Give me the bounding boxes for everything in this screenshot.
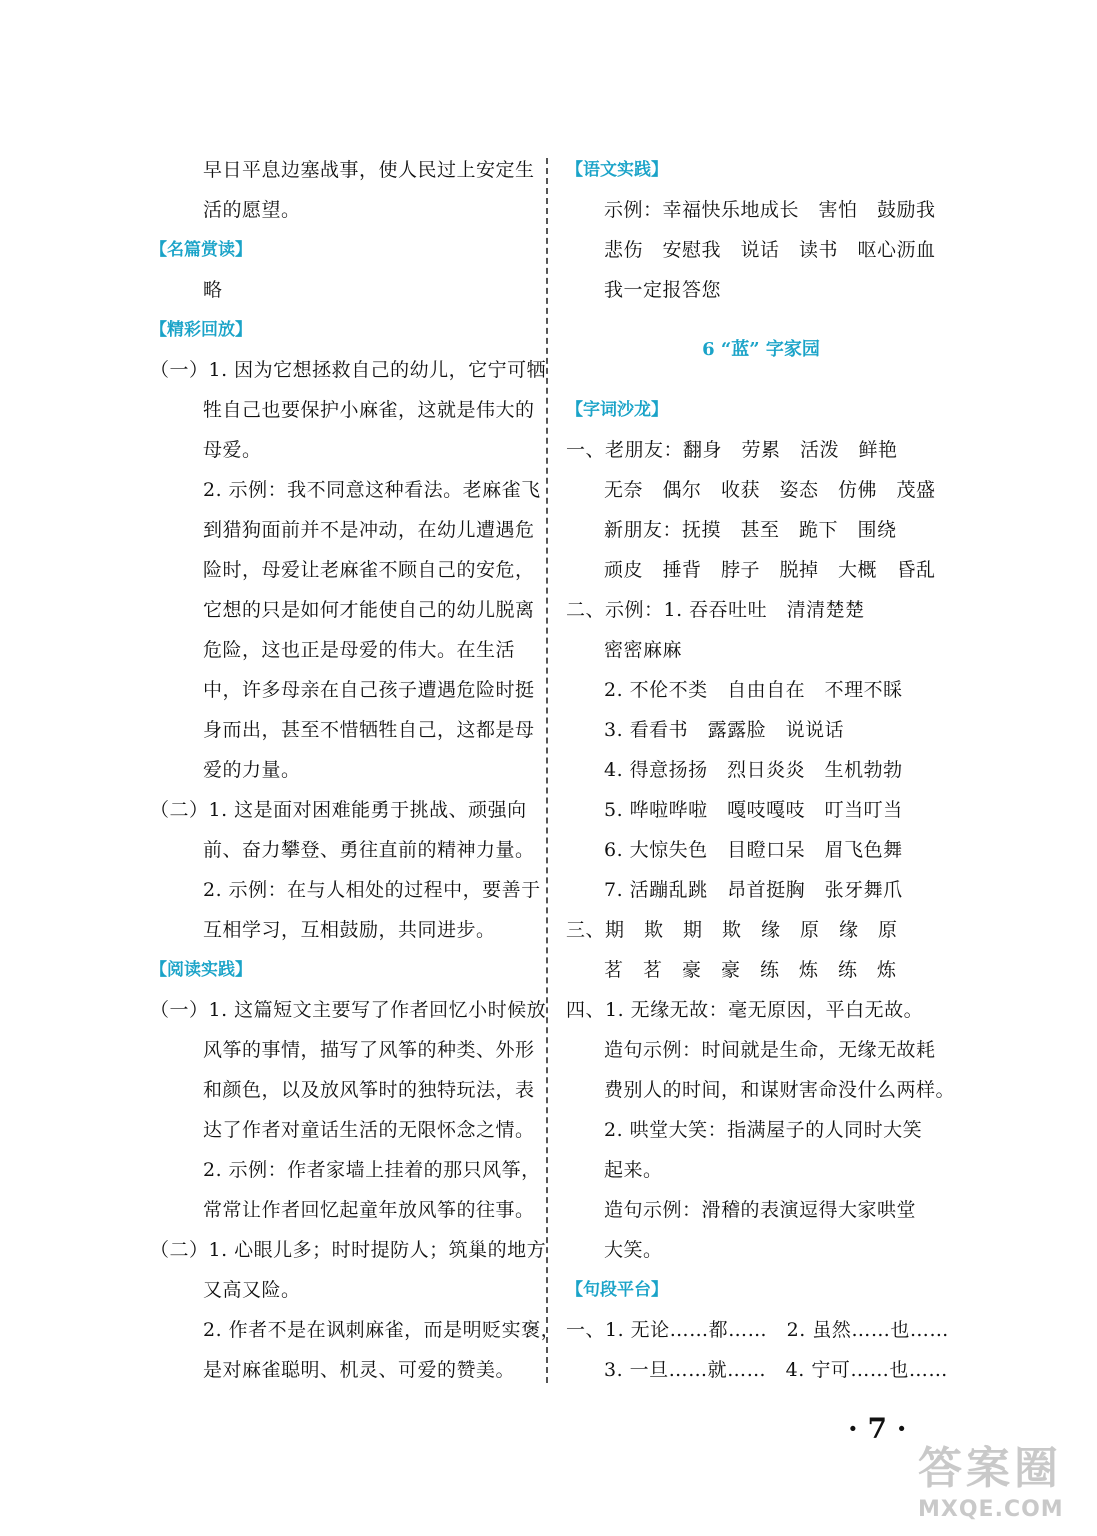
answer-line: 2. 哄堂大笑：指满屋子的人同时大笑 [604, 1119, 923, 1141]
answer-line: 7. 活蹦乱跳 昂首挺胸 张牙舞爪 [604, 879, 903, 901]
answer-line: 早日平息边塞战事，使人民过上安定生 [203, 159, 535, 181]
answer-line: 活的愿望。 [203, 199, 301, 221]
answer-line: 茗 茗 豪 豪 练 炼 练 炼 [604, 959, 897, 981]
column-divider [546, 158, 548, 1383]
answer-line: （一）1. 因为它想拯救自己的幼儿，它宁可牺 [150, 359, 547, 381]
column-right [566, 150, 956, 1390]
answer-line: 起来。 [604, 1159, 663, 1181]
answer-line: 顽皮 捶背 脖子 脱掉 大概 昏乱 [604, 559, 936, 581]
answer-line: （一）1. 这篇短文主要写了作者回忆小时候放 [150, 999, 547, 1021]
answer-line: 2. 不伦不类 自由自在 不理不睬 [604, 679, 903, 701]
answer-line: 身而出，甚至不惜牺牲自己，这都是母 [203, 719, 535, 741]
answer-line: 二、示例：1. 吞吞吐吐 清清楚楚 [566, 599, 865, 621]
answer-line: 四、1. 无缘无故：毫无原因，平白无故。 [566, 999, 924, 1021]
answer-line: 6. 大惊失色 目瞪口呆 眉飞色舞 [604, 839, 903, 861]
answer-line: 造句示例：时间就是生命，无缘无故耗 [604, 1039, 936, 1061]
answer-line: 一、1. 无论……都…… 2. 虽然……也…… [566, 1319, 949, 1341]
section-header: 【精彩回放】 [150, 320, 252, 340]
answer-line: 达了作者对童话生活的无限怀念之情。 [203, 1119, 535, 1141]
answer-line: 牲自己也要保护小麻雀，这就是伟大的 [203, 399, 535, 421]
answer-line: 无奈 偶尔 收获 姿态 仿佛 茂盛 [604, 479, 936, 501]
answer-line: 3. 一旦……就…… 4. 宁可……也…… [604, 1359, 948, 1381]
answer-line: 费别人的时间，和谋财害命没什么两样。 [604, 1079, 956, 1101]
answer-line: 2. 示例：我不同意这种看法。老麻雀飞 [203, 479, 541, 501]
answer-line: 我一定报答您 [604, 279, 722, 301]
watermark-text: 答案圈 [918, 1443, 1062, 1494]
answer-line: 母爱。 [203, 439, 262, 461]
answer-line: 2. 示例：在与人相处的过程中，要善于 [203, 879, 541, 901]
section-header: 【阅读实践】 [150, 960, 252, 980]
section-header: 【名篇赏读】 [150, 240, 252, 260]
answer-line: （二）1. 心眼儿多；时时提防人；筑巢的地方 [150, 1239, 547, 1261]
answer-line: 和颜色，以及放风筝时的独特玩法，表 [203, 1079, 535, 1101]
answer-line: 三、期 欺 期 欺 缘 原 缘 原 [566, 919, 898, 941]
answer-line: 中，许多母亲在自己孩子遭遇危险时挺 [203, 679, 535, 701]
answer-line: 新朋友：抚摸 甚至 跪下 围绕 [604, 519, 897, 541]
column-left [150, 150, 561, 1390]
answer-line: 悲伤 安慰我 说话 读书 呕心沥血 [604, 239, 936, 261]
answer-line: 4. 得意扬扬 烈日炎炎 生机勃勃 [604, 759, 903, 781]
section-header: 【句段平台】 [566, 1280, 668, 1300]
answer-line: 3. 看看书 露露脸 说说话 [604, 719, 845, 741]
answer-line: 2. 作者不是在讽刺麻雀，而是明贬实褒， [203, 1319, 561, 1341]
answer-line: 示例：幸福快乐地成长 害怕 鼓励我 [604, 199, 936, 221]
answer-line: 互相学习，互相鼓励，共同进步。 [203, 919, 496, 941]
answer-line: 常常让作者回忆起童年放风筝的往事。 [203, 1199, 535, 1221]
answer-line: 2. 示例：作者家墙上挂着的那只风筝， [203, 1159, 541, 1181]
watermark-logo [918, 1440, 1088, 1530]
watermark-url: MXQE.COM [918, 1497, 1064, 1522]
section-header: 【语文实践】 [566, 160, 668, 180]
answer-line: 密密麻麻 [604, 639, 683, 661]
lesson-title: 6 “蓝” 字家园 [702, 339, 820, 360]
answer-line: 一、老朋友：翻身 劳累 活泼 鲜艳 [566, 439, 898, 461]
answer-line: 爱的力量。 [203, 759, 301, 781]
answer-line: 造句示例：滑稽的表演逗得大家哄堂 [604, 1199, 917, 1221]
answer-line: 大笑。 [604, 1239, 663, 1261]
answer-line: （二）1. 这是面对困难能勇于挑战、顽强向 [150, 799, 527, 821]
answer-line: 危险，这也正是母爱的伟大。在生活 [203, 639, 516, 661]
section-header: 【字词沙龙】 [566, 400, 668, 420]
answer-line: 险时，母爱让老麻雀不顾自己的安危， [203, 559, 535, 581]
answer-line: 前、奋力攀登、勇往直前的精神力量。 [203, 839, 535, 861]
answer-line: 5. 哗啦哗啦 嘎吱嘎吱 叮当叮当 [604, 799, 903, 821]
answer-line: 又高又险。 [203, 1279, 301, 1301]
answer-line: 到猎狗面前并不是冲动，在幼儿遭遇危 [203, 519, 535, 541]
answer-line: 风筝的事情，描写了风筝的种类、外形 [203, 1039, 535, 1061]
answer-line: 它想的只是如何才能使自己的幼儿脱离 [203, 599, 535, 621]
page-number: · 7 · [848, 1412, 907, 1445]
answer-line: 是对麻雀聪明、机灵、可爱的赞美。 [203, 1359, 516, 1381]
answer-line: 略 [203, 279, 223, 301]
